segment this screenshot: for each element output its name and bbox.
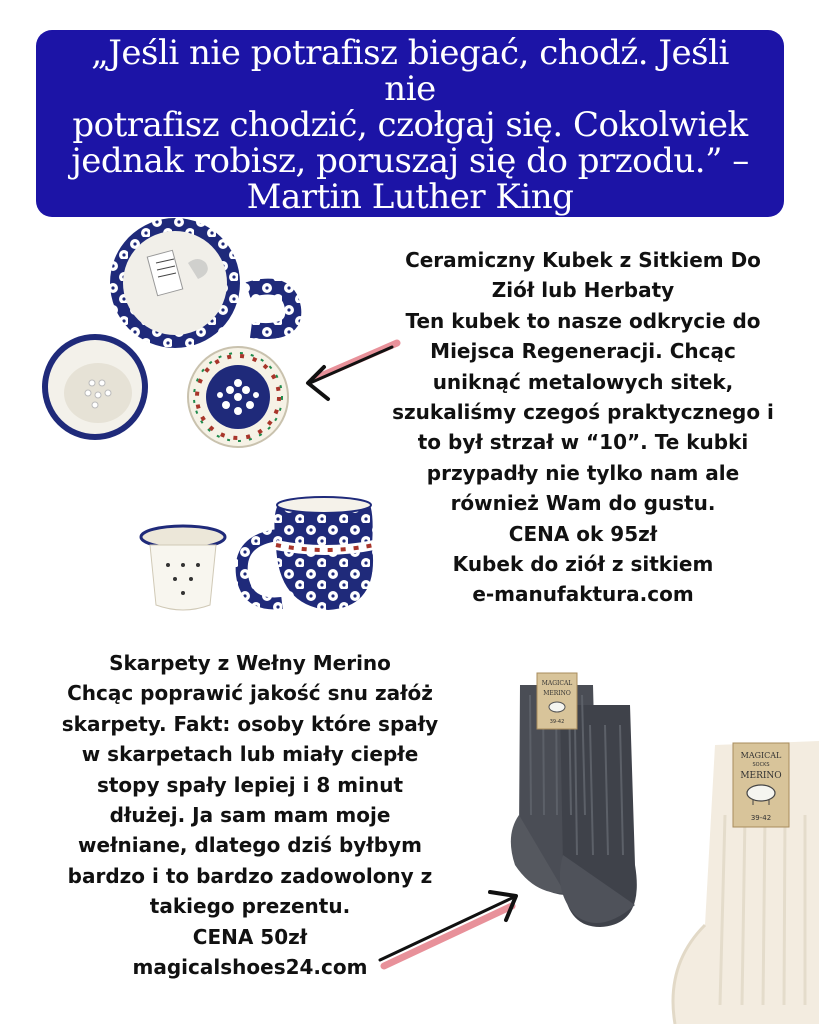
- right-tag-brand: MAGICAL: [740, 751, 782, 760]
- mug-text-line: przypadły nie tylko nam ale: [426, 460, 740, 485]
- left-tag-brand: MAGICAL: [541, 680, 573, 687]
- socks-shop-link[interactable]: magicalshoes24.com: [132, 955, 368, 980]
- mug-text-line: to był strzał w “10”. Te kubki: [417, 430, 749, 455]
- quote-banner: [36, 30, 784, 217]
- mug-lid: [188, 347, 288, 447]
- mug-text-line: szukaliśmy czegoś praktycznego i: [392, 400, 774, 425]
- quote-line: jednak robisz, poruszaj się do przodu.” –: [71, 140, 749, 181]
- mug-side-view: [242, 497, 374, 610]
- infuser-inner-view: [42, 334, 148, 440]
- socks-text-line: dłużej. Ja sam mam moje: [109, 803, 391, 828]
- left-tag-size: 39-42: [549, 719, 565, 725]
- infuser-side-view: [141, 526, 225, 610]
- socks-text-line: takiego prezentu.: [149, 894, 351, 919]
- socks-text-line: Chcąc poprawić jakość snu załóż: [67, 681, 433, 706]
- mug-top-view: [110, 218, 293, 348]
- socks-product-photo: [505, 665, 819, 1024]
- mug-title-cont: Ziół lub Herbaty: [491, 278, 675, 303]
- left-tag-product: MERINO: [543, 690, 571, 697]
- arrow-to-socks: [372, 880, 532, 980]
- cream-merino-socks: [673, 741, 819, 1024]
- quote-line: „Jeśli nie potrafisz biegać, chodź. Jeśli nie: [91, 32, 729, 109]
- mug-product-photo: [40, 215, 385, 615]
- mug-price: CENA ok 95zł: [508, 521, 658, 546]
- socks-text-line: stopy spały lepiej i 8 minut: [96, 772, 404, 797]
- mug-text-line: uniknąć metalowych sitek,: [432, 369, 734, 394]
- socks-text-line: skarpety. Fakt: osoby które spały: [61, 711, 439, 736]
- right-tag-product: MERINO: [740, 771, 782, 781]
- mug-text-line: Miejsca Regeneracji. Chcąc: [430, 339, 736, 364]
- right-tag-sub: SOCKS: [752, 762, 770, 768]
- mug-product-name: Kubek do ziół z sitkiem: [452, 552, 714, 577]
- socks-text-line: bardzo i to bardzo zadowolony z: [67, 863, 433, 888]
- quote-line: potrafisz chodzić, czołgaj się. Cokolwiek: [72, 104, 748, 145]
- socks-text-line: w skarpetach lub miały ciepłe: [81, 742, 419, 767]
- mug-text-line: Ten kubek to nasze odkrycie do: [405, 308, 761, 333]
- quote-text: [65, 32, 755, 217]
- socks-price: CENA 50zł: [192, 924, 308, 949]
- mug-shop-link[interactable]: e-manufaktura.com: [472, 582, 694, 607]
- socks-title: Skarpety z Wełny Merino: [109, 651, 391, 675]
- mug-text-line: również Wam do gustu.: [450, 491, 716, 516]
- right-tag-size: 39-42: [750, 814, 772, 822]
- socks-text-line: wełniane, dlatego dziś byłbym: [78, 833, 422, 858]
- quote-line: Martin Luther King: [246, 176, 574, 217]
- mug-title: Ceramiczny Kubek z Sitkiem Do: [405, 248, 761, 272]
- mug-description: [378, 245, 788, 610]
